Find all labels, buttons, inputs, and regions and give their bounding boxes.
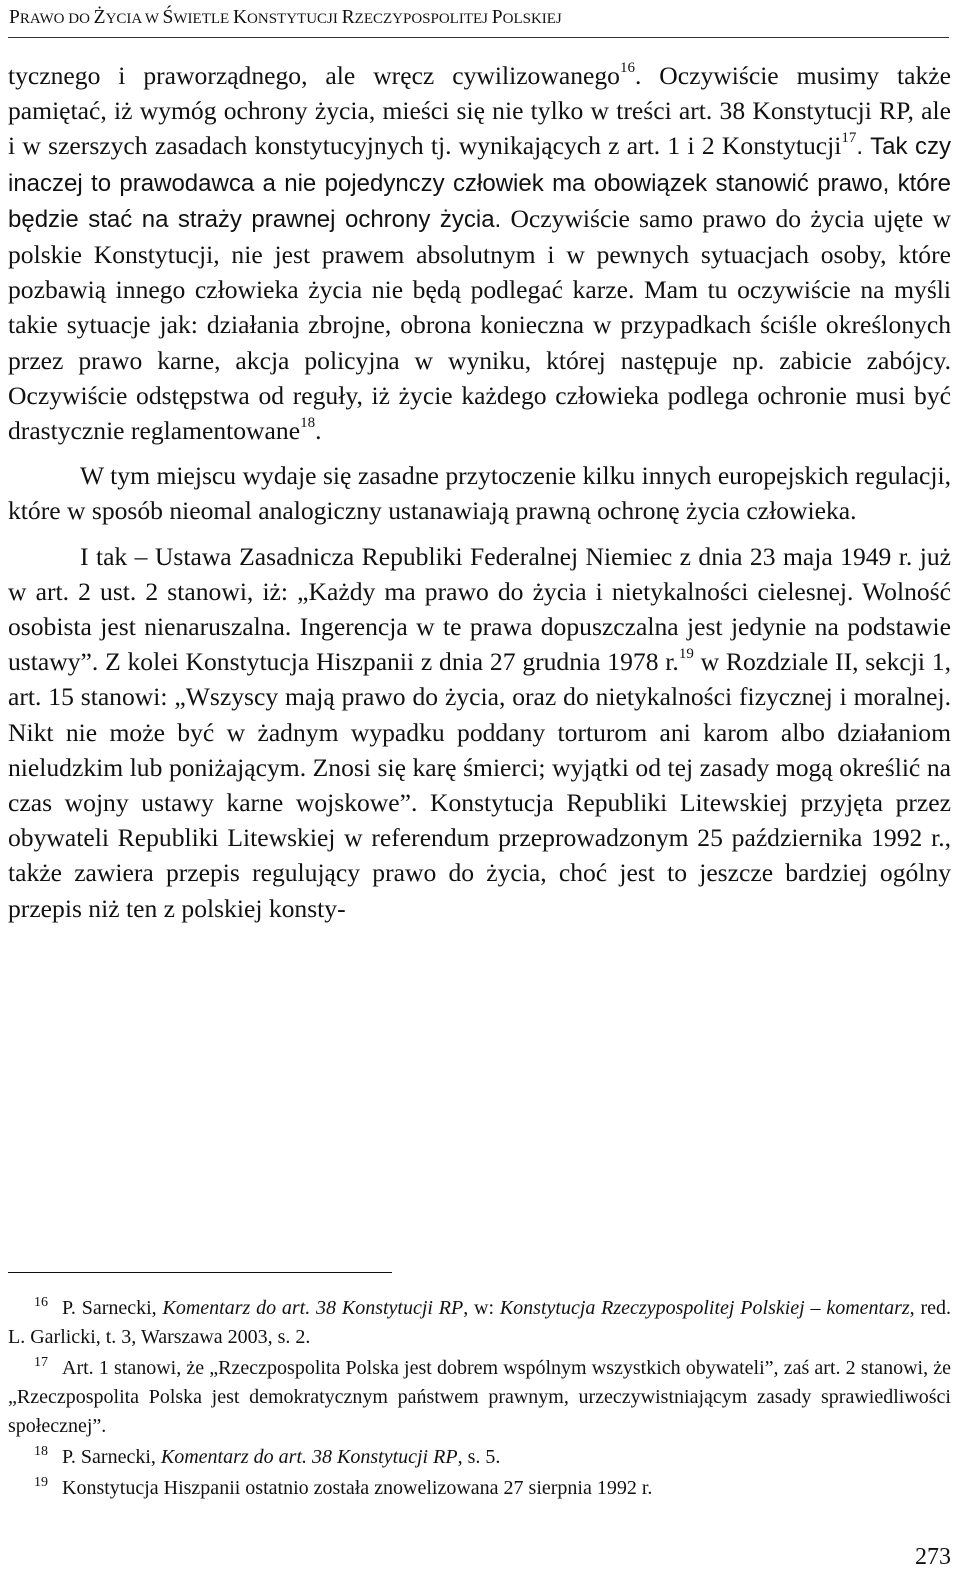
footnote: 18 P. Sarnecki, Komentarz do art. 38 Konstytucji RP, s. 5. [34,1444,501,1468]
footnote-ref[interactable]: 16 [619,60,635,76]
running-head-part: Ś [162,7,174,28]
running-head-part: ZECZYPOSPOLITEJ [354,11,492,27]
text-run: tycznego i praworządnego, ale wręcz cywilizowanego [8,61,620,90]
running-head-part: YCIA W [105,11,163,27]
running-head [9,6,949,31]
running-head-part: P [9,7,20,28]
paragraph: W tym miejscu wydaje się zasadne przytoczenie kilku innych europejskich regulacji, które w sposób nieomal analogiczny ustanawiają prawną ochronę życia człowieka. [8,461,951,526]
text-run: , red. L. Garlicki, t. 3, Warszawa 2003, s. 2. [8,1297,952,1348]
body-text [8,58,951,926]
running-head-part: P [491,7,503,28]
text-run: Art. 1 stanowi, że „Rzeczpospolita Polska jest dobrem wspólnym wszystkich obywateli”, zaś art. 2 stanowi, że „Rzeczpospolita Polska jest demokratycznym państwem prawnym, urzeczywistniającym zasady sprawiedliwości społecznej”. [8,1357,951,1437]
footnote: 16 P. Sarnecki, Komentarz do art. 38 Konstytucji RP, w: Konstytucja Rzeczypospolitej Polskiej – komentarz, red. L. Garlicki, t. 3, Warszawa 2003, s. 2. [8,1295,952,1348]
running-head-part: K [232,7,248,28]
footnote-ref[interactable]: 17 [841,130,857,147]
text-run: Konstytucja Rzeczypospolitej Polskiej – komentarz [499,1297,910,1319]
text-run: . Tak czy inaczej to prawodawca a nie pojedynczy człowiek ma obowiązek stanowić prawo, które będzie stać na straży prawnej ochrony życia. [8,133,951,233]
text-run: w Rozdziale II, sekcji 1, art. 15 stanowi: „Wszyscy mają prawo do życia, oraz do nietykalności fizycznej i moralnej. Nikt nie może być w żadnym wypadku poddany torturom ani karom albo działaniom nieludzkim lub poniżającym. Znosi się karę śmierci; wyjątki od tej zasady mogą określić na czas wojny ustawy karne wojskowe”. Konstytucja Republiki Litewskiej przyjęta przez obywateli Republiki Litewskiej w referendum przeprowadzonym 25 października 1992 r., także zawiera przepis regulujący prawo do życia, choć jest to jeszcze bardziej ogólny przepis niż ten z polskiej konsty- [8,647,951,923]
footnote: 17 Art. 1 stanowi, że „Rzeczpospolita Polska jest dobrem wspólnym wszystkich obywateli”, zaś art. 2 stanowi, że „Rzeczpospolita Polska jest demokratycznym państwem prawnym, urzeczywistniającym zasady sprawiedliwości społecznej”. [8,1355,951,1437]
footnote-rule [8,1272,392,1273]
text-run: P. Sarnecki, [62,1446,161,1468]
footnotes [8,1294,951,1503]
text-run: . Oczywiście musimy także pamiętać, iż wymóg ochrony życia, mieści się nie tylko w treści art. 38 Konstytucji RP, ale i w szerszych zasadach konstytucyjnych tj. wynikających z art. 1 i 2 Konstytucji [8,61,952,161]
header-rule [8,37,949,38]
footnote-ref[interactable]: 18 [300,415,316,432]
text-run: Oczywiście samo prawo do życia ujęte w polskie Konstytucji, nie jest prawem absolutnym i w pewnych sytuacjach osoby, które pozbawią innego człowieka życia nie będą podlegać karze. Mam tu oczywiście na myśli takie sytuacje jak: działania zbrojne, obrona konieczna w przypadkach ściśle określonych przez prawo karne, akcja policyjna w wyniku, której następuje np. zabicie zabójcy. Oczywiście odstępstwa od reguły, iż życie każdego człowieka podlega ochronie musi być drastycznie reglamentowane [8,203,951,446]
running-head-part: R [341,7,355,28]
text-run: , s. 5. [457,1446,501,1468]
running-head-part: Ż [93,7,106,28]
page-number: 273 [915,1544,951,1570]
text-run: Komentarz do art. 38 Konstytucji RP [162,1297,464,1319]
text-run: . [315,416,322,446]
running-head-part: ONSTYTUCJI [247,11,342,27]
footnote: 19 Konstytucja Hiszpanii ostatnio została znowelizowana 27 sierpnia 1992 r. [34,1475,653,1499]
paragraph [8,539,951,926]
paragraph [8,58,951,448]
running-head-part: RAWO DO [19,11,94,27]
text-run: , w: [463,1297,500,1319]
text-run: P. Sarnecki, [62,1297,163,1319]
footnote-ref[interactable]: 19 [678,646,694,663]
running-head-part: OLSKIEJ [502,11,562,27]
text-run: Konstytucja Hiszpanii ostatnio została znowelizowana 27 sierpnia 1992 r. [62,1477,653,1499]
text-run: I tak – Ustawa Zasadnicza Republiki Federalnej Niemiec z dnia 23 maja 1949 r. już w art. 2 ust. 2 stanowi, iż: „Każdy ma prawo do życia i nietykalności cielesnej. Wolność osobista jest nienaruszalna. Ingerencja w te prawa dopuszczalna jest jedynie na podstawie ustawy”. Z kolei Konstytucja Hiszpanii z dnia 27 grudnia 1978 r. [8,541,951,677]
running-head-part: WIETLE [173,11,233,27]
text-run: Komentarz do art. 38 Konstytucji RP [160,1446,458,1468]
